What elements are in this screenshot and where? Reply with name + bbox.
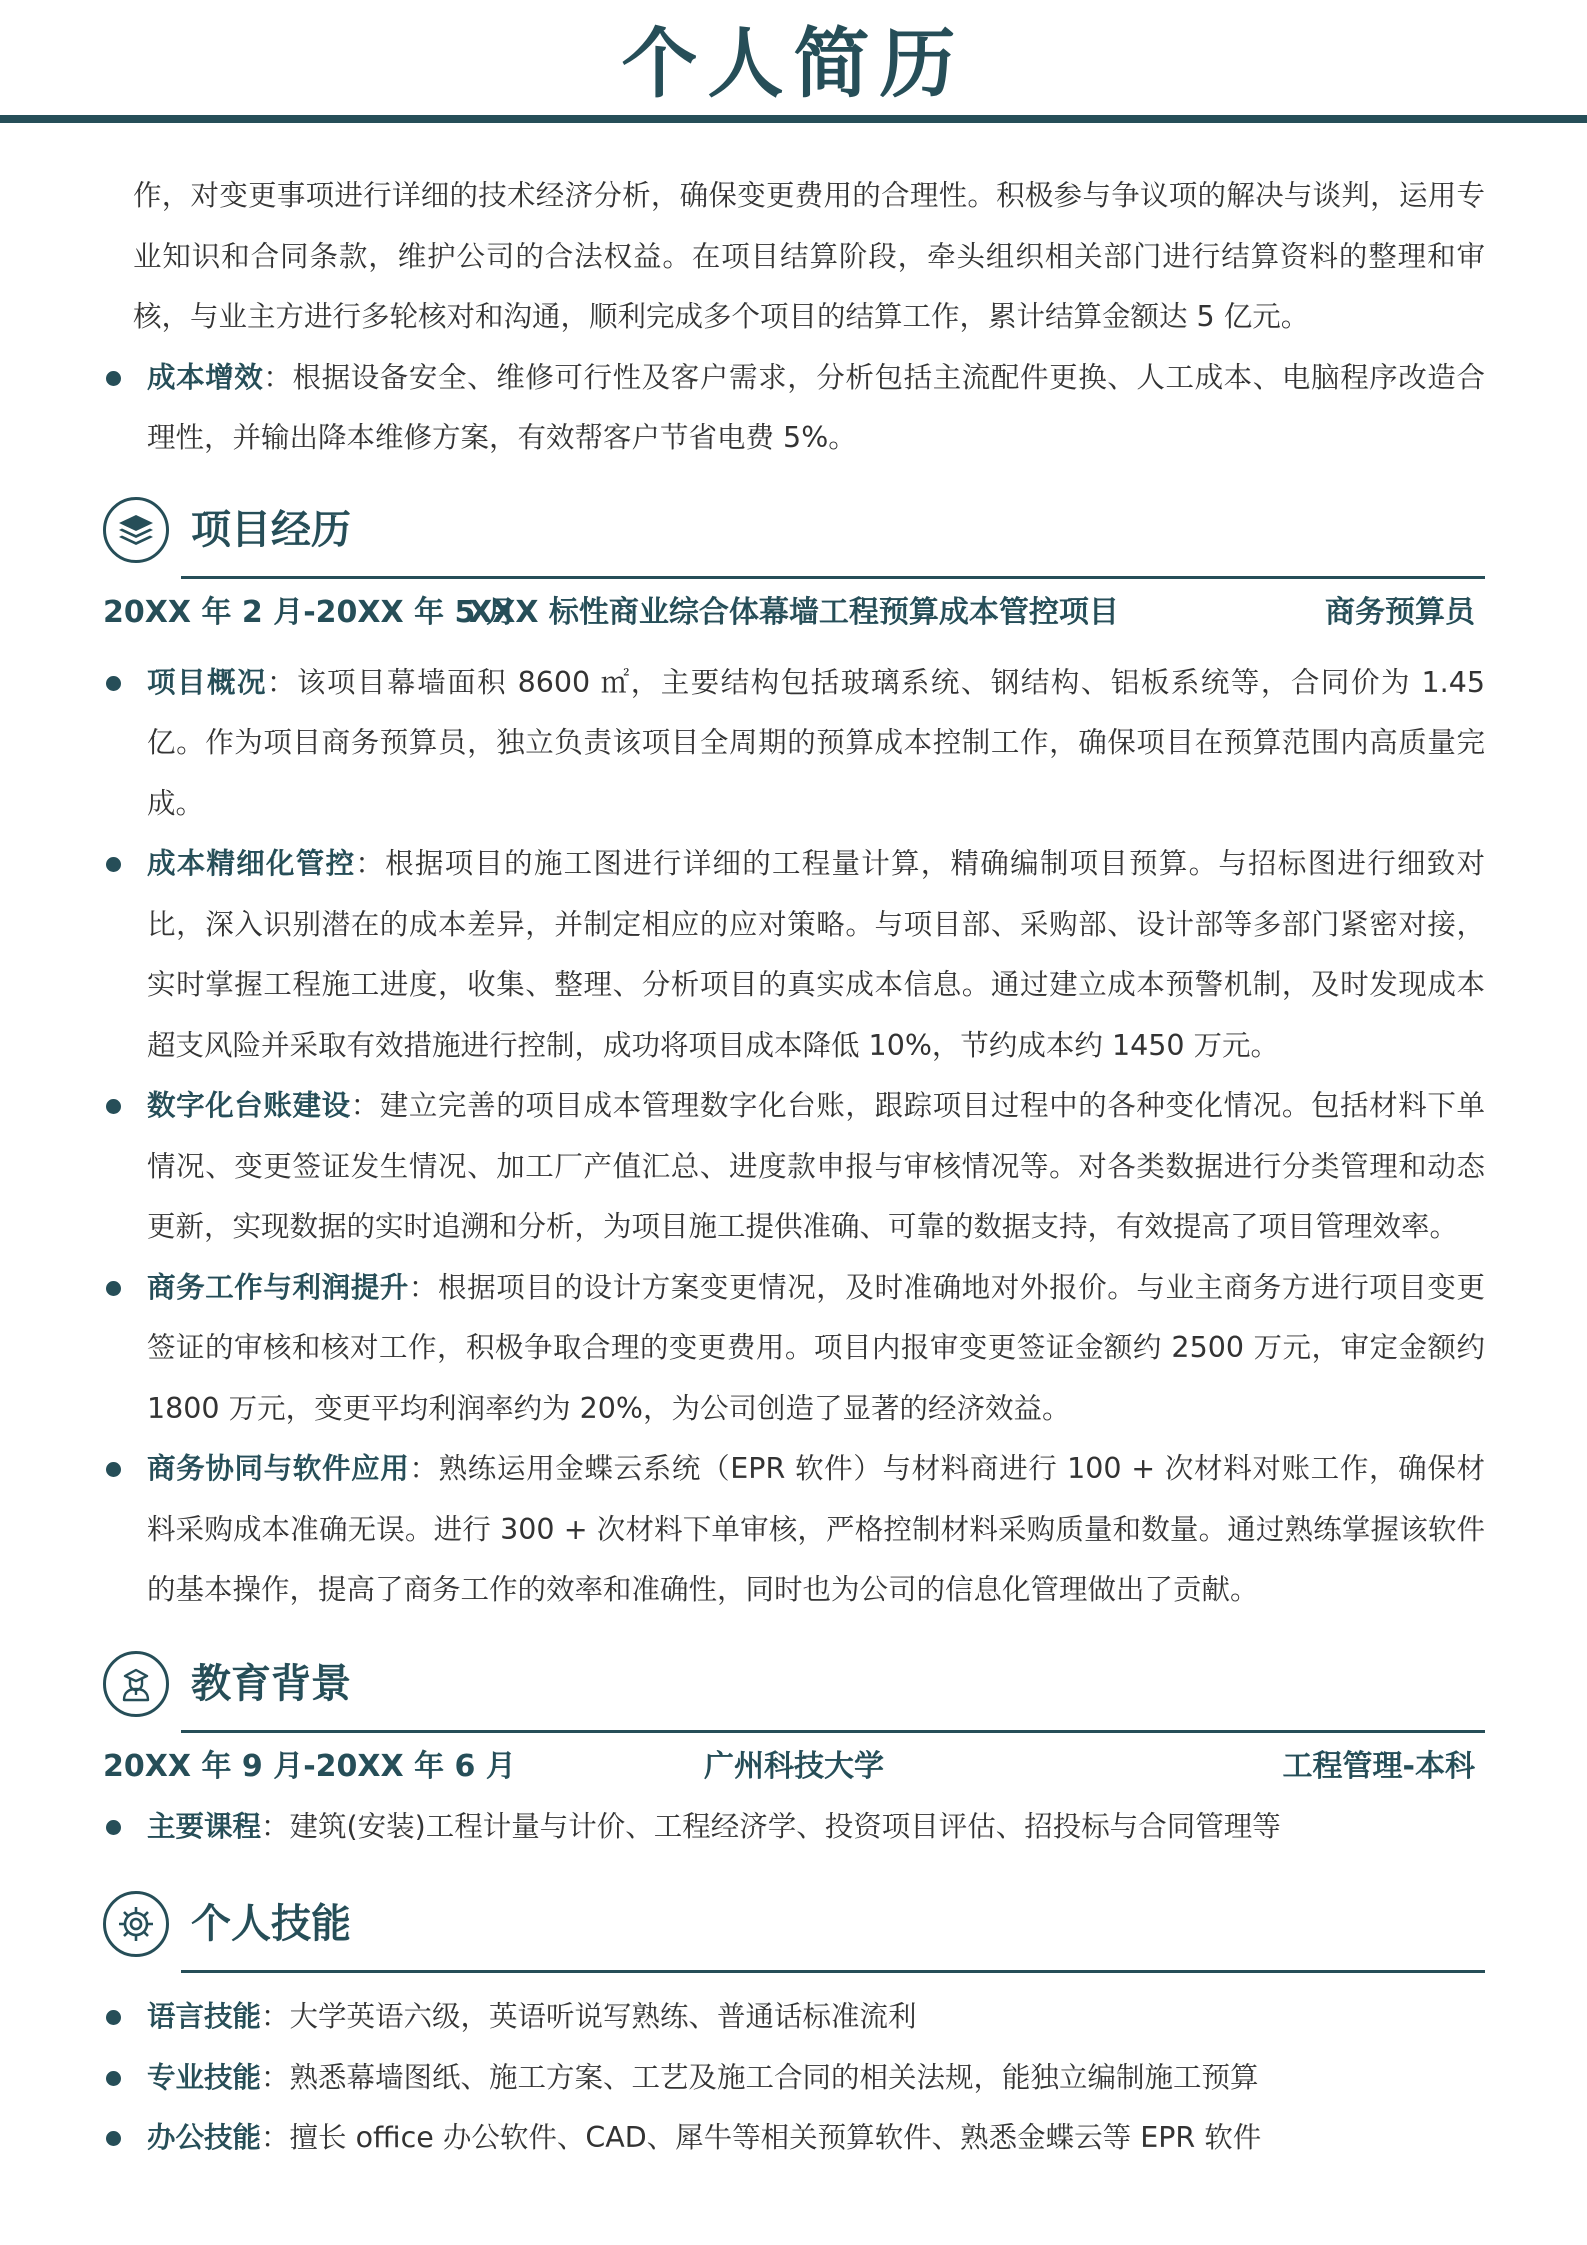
resume-title: 个人简历: [621, 19, 966, 108]
bullet-key: 成本精细化管控: [147, 847, 356, 880]
list-item: [103, 1797, 1485, 1858]
bullet-text: ：大学英语六级，英语听说写熟练、普通话标准流利: [261, 2000, 917, 2033]
project-section-header: [103, 491, 1485, 581]
layers-icon: [103, 497, 169, 563]
list-item: [103, 1258, 1485, 1440]
bullet-text: ：该项目幕墙面积 8600 ㎡，主要结构包括玻璃系统、钢结构、铝板系统等，合同价为 1.45 亿。作为项目商务预算员，独立负责该项目全周期的预算成本控制工作，确保项目在预算范围内高质量完成。: [147, 665, 1485, 820]
bullet-key: 主要课程: [147, 1809, 262, 1843]
title-rule: [0, 115, 1587, 123]
work-continuation-text: 作，对变更事项进行详细的技术经济分析，确保变更费用的合理性。积极参与争议项的解决与谈判，运用专业知识和合同条款，维护公司的合法权益。在项目结算阶段，牵头组织相关部门进行结算资料的整理和审核，与业主方进行多轮核对和沟通，顺利完成多个项目的结算工作，累计结算金额达 5 亿元。: [133, 179, 1485, 333]
section-rule: [181, 576, 1485, 579]
section-title: 教育背景: [191, 1660, 351, 1707]
education-section-header: [103, 1645, 1485, 1735]
graduate-icon: [103, 1651, 169, 1717]
bullet-key: 办公技能: [147, 2121, 262, 2154]
bullet-key: 商务协同与软件应用: [147, 1452, 410, 1485]
skills-bullets: [103, 1987, 1485, 2169]
bullet-text: ：熟悉幕墙图纸、施工方案、工艺及施工合同的相关法规，能独立编制施工预算: [261, 2060, 1259, 2094]
project-role: 商务预算员: [1325, 594, 1475, 630]
bullet-text: ：根据设备安全、维修可行性及客户需求，分析包括主流配件更换、人工成本、电脑程序改造合理性，并输出降本维修方案，有效帮客户节省电费 5%。: [147, 360, 1485, 454]
bullet-dot: [106, 2131, 121, 2146]
education-major: 工程管理-本科: [1282, 1748, 1475, 1784]
project-bullets: [103, 653, 1485, 1621]
bullet-dot: [106, 676, 121, 691]
bullet-dot: [106, 1820, 121, 1835]
bullet-dot: [106, 371, 121, 386]
education-period: 20XX 年 9 月-20XX 年 6 月: [103, 1748, 516, 1784]
bullet-text: ：建筑(安装)工程计量与计价、工程经济学、投资项目评估、招投标与合同管理等: [261, 1809, 1281, 1843]
bullet-text: ：根据项目的施工图进行详细的工程量计算，精确编制项目预算。与招标图进行细致对比，深入识别潜在的成本差异，并制定相应的应对策略。与项目部、采购部、设计部等多部门紧密对接，实时掌握工程施工进度，收集、整理、分析项目的真实成本信息。通过建立成本预警机制，及时发现成本超支风险并采取有效措施进行控制，成功将项目成本降低 10%，节约成本约 1450 万元。: [147, 847, 1485, 1062]
list-item: [103, 1987, 1485, 2048]
bullet-dot: [106, 1281, 121, 1296]
bullet-key: 专业技能: [147, 2060, 262, 2094]
bullet-dot: [106, 1462, 121, 1477]
intro-bullets: [103, 348, 1485, 469]
section-rule: [181, 1970, 1485, 1973]
bullet-key: 成本增效: [147, 360, 264, 394]
project-meta-row: [103, 583, 1485, 643]
list-item: [103, 2108, 1485, 2169]
bullet-key: 项目概况: [147, 665, 268, 699]
bullet-dot: [106, 2010, 121, 2025]
resume-content: [103, 166, 1485, 2169]
bullet-key: 数字化台账建设: [147, 1089, 351, 1122]
education-meta-row: [103, 1737, 1485, 1797]
bullet-dot: [106, 1099, 121, 1114]
bullet-text: ：建立完善的项目成本管理数字化台账，跟踪项目过程中的各种变化情况。包括材料下单情况、变更签证发生情况、加工厂产值汇总、进度款申报与审核情况等。对各类数据进行分类管理和动态更新，实现数据的实时追溯和分析，为项目施工提供准确、可靠的数据支持，有效提高了项目管理效率。: [147, 1089, 1485, 1243]
list-item: [103, 348, 1485, 469]
project-period: 20XX 年 2 月-20XX 年 5 月: [103, 594, 516, 630]
bullet-key: 商务工作与利润提升: [147, 1270, 409, 1304]
bullet-key: 语言技能: [147, 2000, 262, 2033]
education-bullets: [103, 1797, 1485, 1858]
section-title: 个人技能: [191, 1901, 351, 1947]
bullet-text: ：擅长 office 办公软件、CAD、犀牛等相关预算软件、熟悉金蝶云等 EPR 软件: [261, 2121, 1262, 2154]
education-school: 广州科技大学: [704, 1748, 884, 1784]
list-item: [103, 653, 1485, 835]
bullet-dot: [106, 857, 121, 872]
gear-icon: [103, 1891, 169, 1957]
bullet-text: ：熟练运用金蝶云系统（EPR 软件）与材料商进行 100 + 次材料对账工作，确保材料采购成本准确无误。进行 300 + 次材料下单审核，严格控制材料采购质量和数量。通过熟练掌握该软件的基本操作，提高了商务工作的效率和准确性，同时也为公司的信息化管理做出了贡献。: [147, 1452, 1485, 1606]
list-item: [103, 2048, 1485, 2109]
section-title: 项目经历: [191, 506, 351, 553]
list-item: [103, 1439, 1485, 1621]
bullet-text: ：根据项目的设计方案变更情况，及时准确地对外报价。与业主商务方进行项目变更签证的审核和核对工作，积极争取合理的变更费用。项目内报审变更签证金额约 2500 万元，审定金额约 1800 万元，变更平均利润率约为 20%，为公司创造了显著的经济效益。: [147, 1270, 1485, 1425]
project-name: XXX 标性商业综合体幕墙工程预算成本管控项目: [469, 594, 1119, 630]
bullet-dot: [106, 2071, 121, 2086]
list-item: [103, 1076, 1485, 1258]
skills-section-header: [103, 1885, 1485, 1975]
list-item: [103, 834, 1485, 1076]
section-rule: [181, 1730, 1485, 1733]
